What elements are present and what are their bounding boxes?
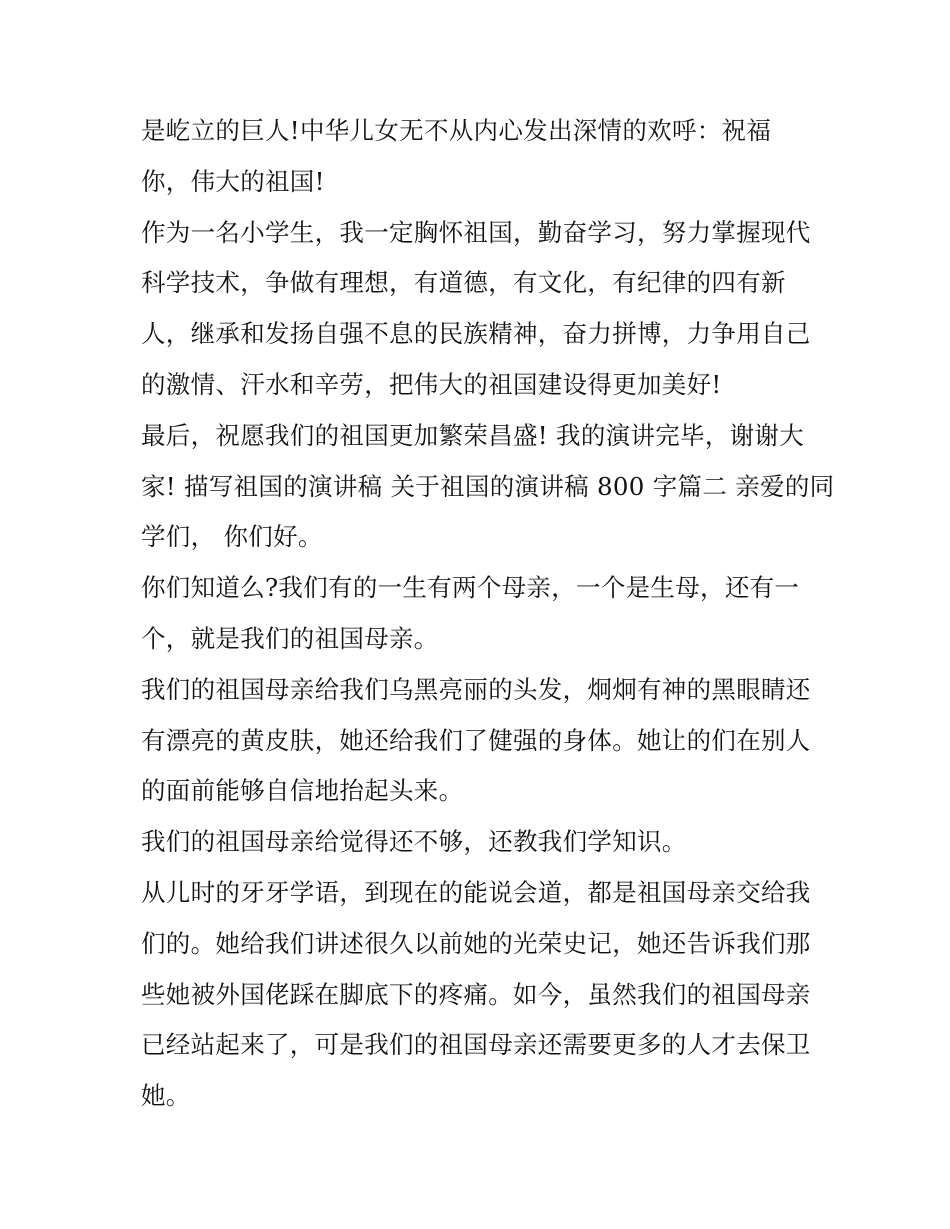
text-line: 作为一名小学生，我一定胸怀祖国，勤奋学习，努力掌握现代 <box>141 217 811 247</box>
text-line: 有漂亮的黄皮肤，她还给我们了健强的身体。她让的们在别人 <box>141 725 811 755</box>
text-line: 你们知道么?我们有的一生有两个母亲，一个是生母，还有一 <box>141 573 800 603</box>
text-line: 从儿时的牙牙学语，到现在的能说会道，都是祖国母亲交给我 <box>141 877 811 907</box>
text-line: 你，伟大的祖国! <box>141 166 325 196</box>
text-line: 已经站起来了，可是我们的祖国母亲还需要更多的人才去保卫 <box>141 1030 811 1060</box>
document-body <box>141 106 835 1122</box>
text-line: 人，继承和发扬自强不息的民族精神，奋力拼博，力争用自己 <box>141 319 811 349</box>
text-line: 们的。她给我们讲述很久以前她的光荣史记，她还告诉我们那 <box>141 928 811 958</box>
text-line: 个，就是我们的祖国母亲。 <box>141 623 439 653</box>
text-line: 她。 <box>141 1081 191 1111</box>
text-line: 科学技术，争做有理想，有道德，有文化，有纪律的四有新 <box>141 268 786 298</box>
text-line: 学们， 你们好。 <box>141 522 323 552</box>
text-line: 的面前能够自信地抬起头来。 <box>141 776 464 806</box>
text-line: 的激情、汗水和辛劳，把伟大的祖国建设得更加美好! <box>141 369 722 399</box>
text-line: 家! 描写祖国的演讲稿 关于祖国的演讲稿 800 字篇二 亲爱的同 <box>141 471 835 501</box>
text-line: 些她被外国佬踩在脚底下的疼痛。如今，虽然我们的祖国母亲 <box>141 979 811 1009</box>
text-line: 我们的祖国母亲给觉得还不够，还教我们学知识。 <box>141 827 687 857</box>
text-line: 是屹立的巨人!中华儿女无不从内心发出深情的欢呼：祝福 <box>141 116 772 145</box>
text-line: 最后，祝愿我们的祖国更加繁荣昌盛! 我的演讲完毕，谢谢大 <box>141 420 805 450</box>
text-line: 我们的祖国母亲给我们乌黑亮丽的头发，炯炯有神的黑眼睛还 <box>141 674 811 704</box>
